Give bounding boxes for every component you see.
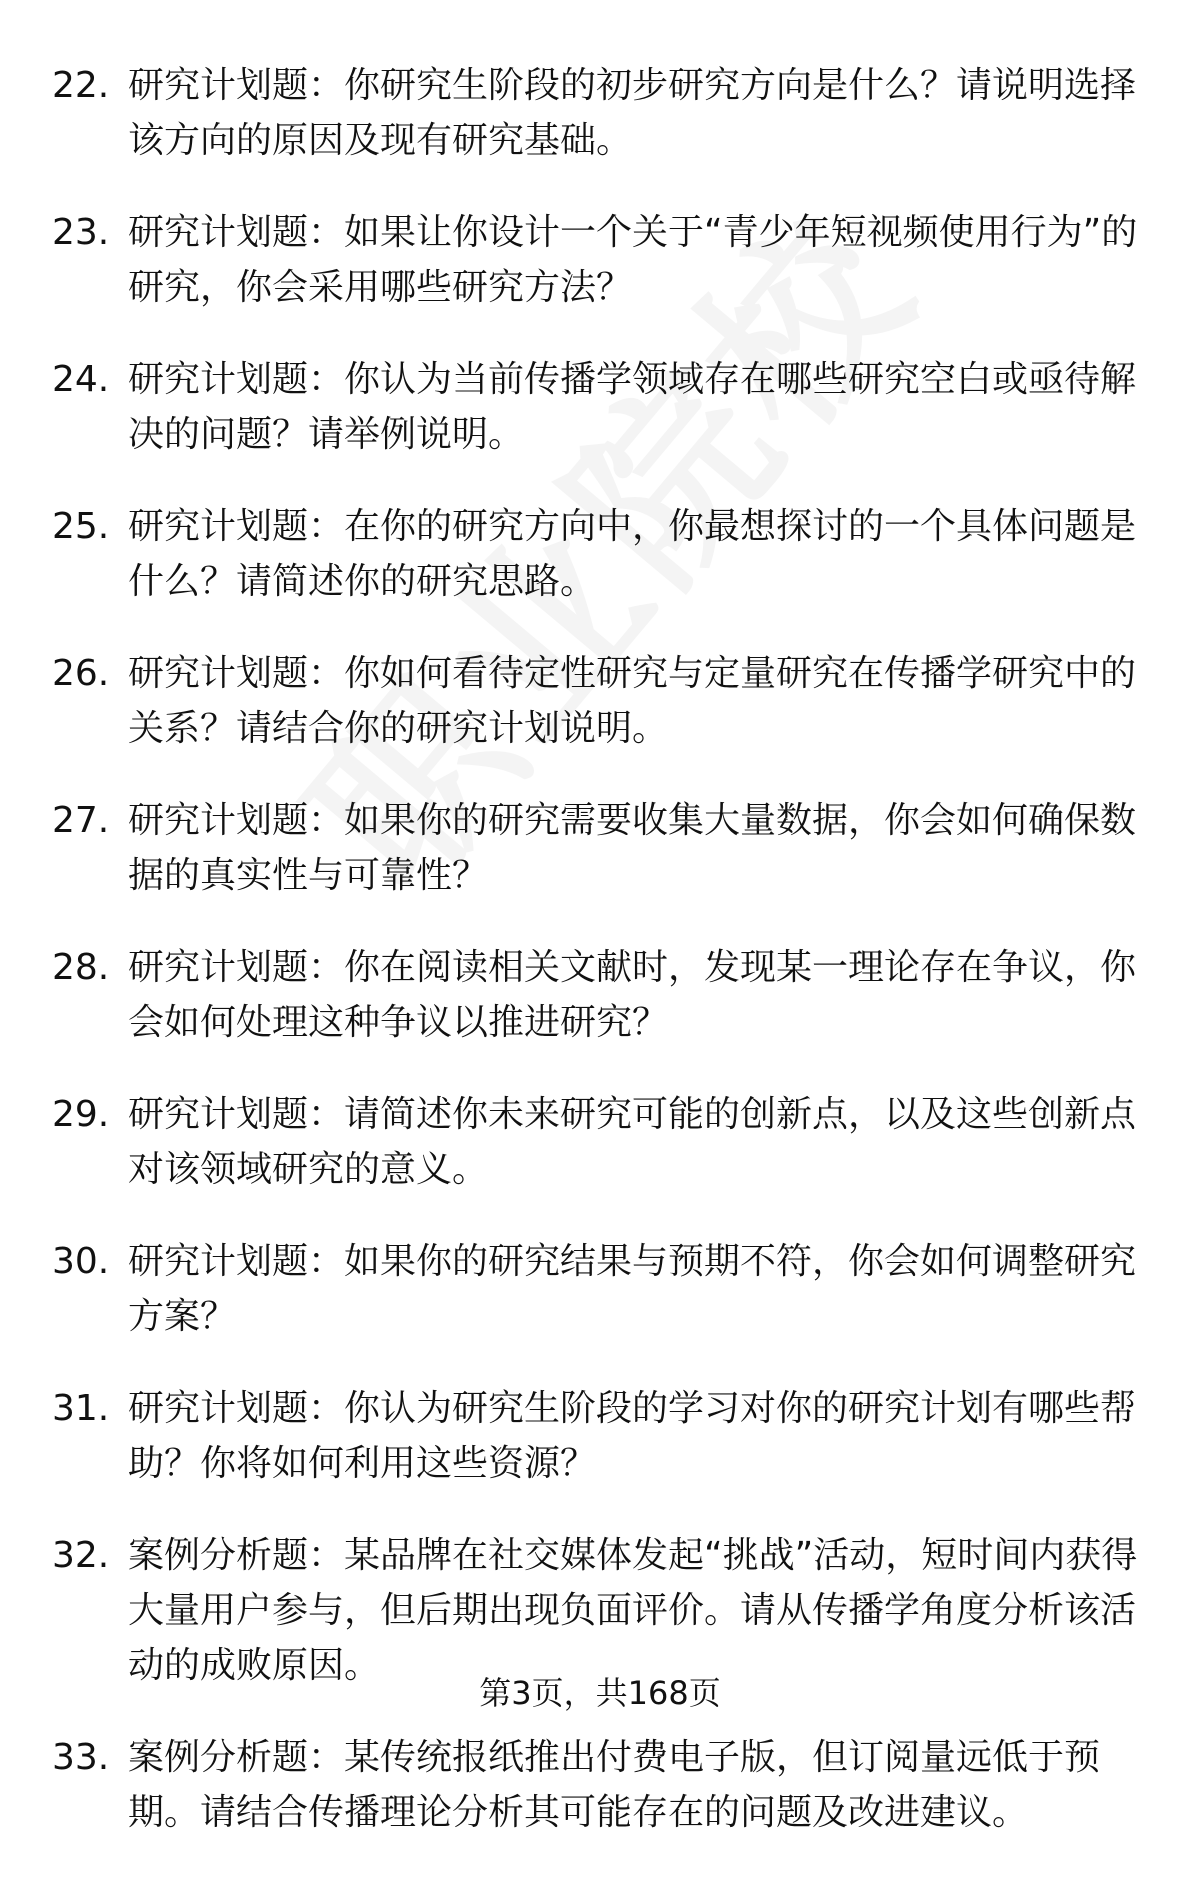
question-text: 研究计划题：你认为研究生阶段的学习对你的研究计划有哪些帮助？你将如何利用这些资源？ <box>128 1388 1137 1484</box>
question-item <box>0 1381 1200 1491</box>
question-item <box>0 352 1200 462</box>
question-number: 27. <box>52 800 110 841</box>
question-number: 33. <box>52 1737 110 1778</box>
question-text: 研究计划题：如果你的研究需要收集大量数据，你会如何确保数据的真实性与可靠性？ <box>128 800 1137 896</box>
question-item <box>0 58 1200 168</box>
question-number: 26. <box>52 653 110 694</box>
question-text: 研究计划题：如果让你设计一个关于“青少年短视频使用行为”的研究，你会采用哪些研究方法？ <box>128 212 1138 308</box>
page-footer: 第3页，共168页 <box>479 1674 721 1712</box>
question-text: 研究计划题：在你的研究方向中，你最想探讨的一个具体问题是什么？请简述你的研究思路。 <box>128 506 1137 602</box>
question-item <box>0 646 1200 756</box>
question-item <box>0 1234 1200 1344</box>
question-number: 32. <box>52 1535 110 1576</box>
question-item <box>0 1528 1200 1693</box>
question-text: 研究计划题：如果你的研究结果与预期不符，你会如何调整研究方案？ <box>128 1241 1137 1337</box>
question-item <box>0 1087 1200 1197</box>
question-text: 案例分析题：某传统报纸推出付费电子版，但订阅量远低于预期。请结合传播理论分析其可能存在的问题及改进建议。 <box>128 1737 1101 1833</box>
question-item <box>0 793 1200 903</box>
question-text: 研究计划题：你研究生阶段的初步研究方向是什么？请说明选择该方向的原因及现有研究基础。 <box>128 65 1137 161</box>
question-list <box>0 58 1200 1877</box>
question-item <box>0 499 1200 609</box>
question-text: 研究计划题：你认为当前传播学领域存在哪些研究空白或亟待解决的问题？请举例说明。 <box>128 359 1137 455</box>
question-text: 研究计划题：你在阅读相关文献时，发现某一理论存在争议，你会如何处理这种争议以推进研究？ <box>128 947 1137 1043</box>
question-number: 31. <box>52 1388 110 1429</box>
question-item <box>0 940 1200 1050</box>
question-number: 30. <box>52 1241 110 1282</box>
question-number: 22. <box>52 65 110 106</box>
question-text: 研究计划题：请简述你未来研究可能的创新点，以及这些创新点对该领域研究的意义。 <box>128 1094 1137 1190</box>
question-item <box>0 1730 1200 1840</box>
question-number: 23. <box>52 212 110 253</box>
question-item <box>0 205 1200 315</box>
question-number: 28. <box>52 947 110 988</box>
question-number: 25. <box>52 506 110 547</box>
question-text: 案例分析题：某品牌在社交媒体发起“挑战”活动，短时间内获得大量用户参与，但后期出现负面评价。请从传播学角度分析该活动的成败原因。 <box>128 1535 1138 1686</box>
question-number: 29. <box>52 1094 110 1135</box>
question-number: 24. <box>52 359 110 400</box>
question-text: 研究计划题：你如何看待定性研究与定量研究在传播学研究中的关系？请结合你的研究计划说明。 <box>128 653 1137 749</box>
